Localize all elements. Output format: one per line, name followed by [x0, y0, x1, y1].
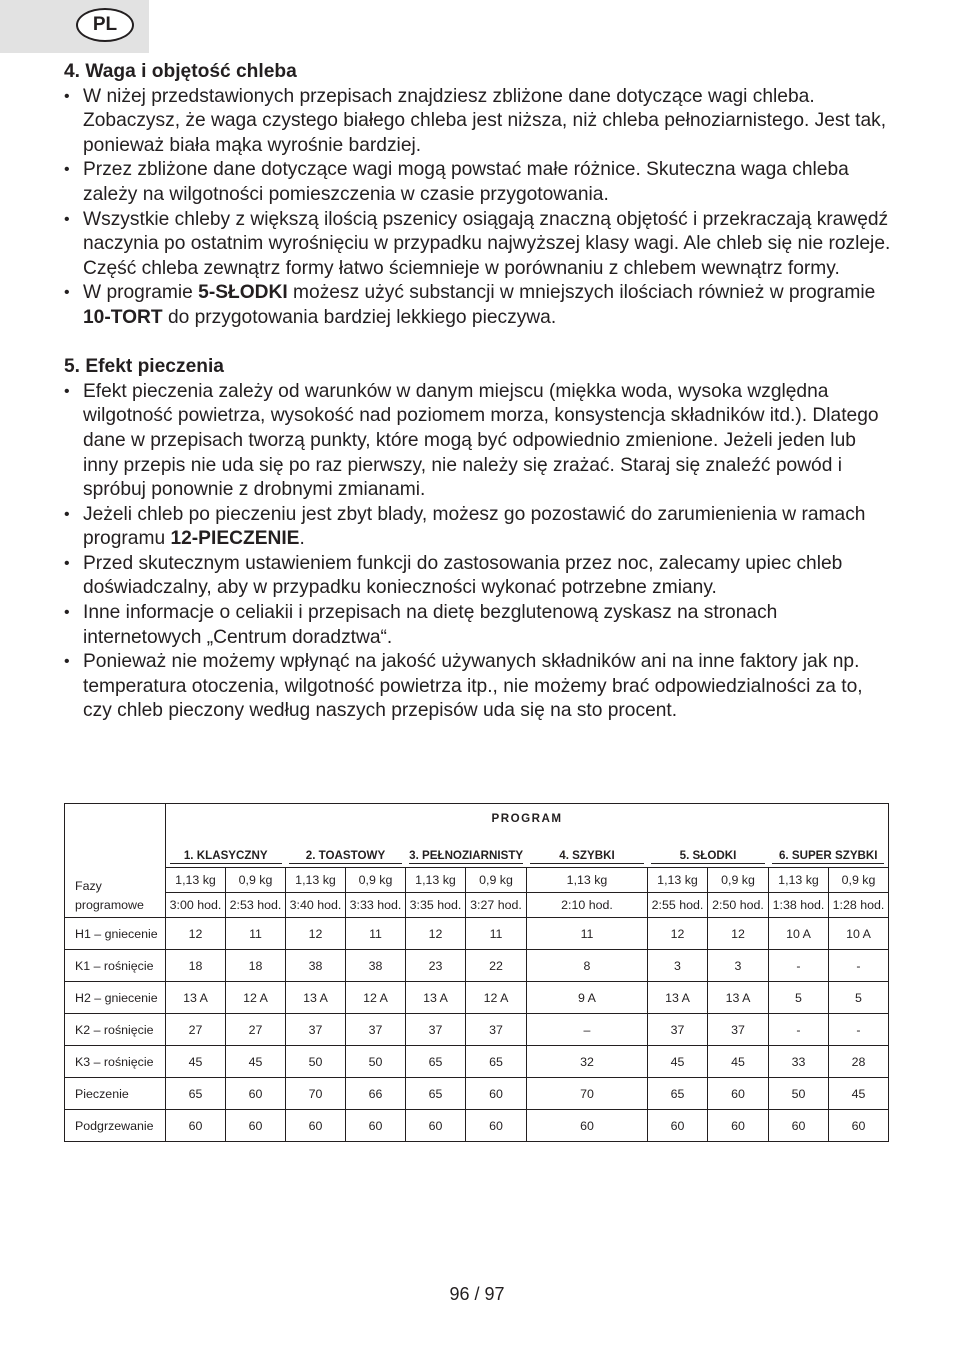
list-item	[64, 158, 894, 207]
value-cell: 5	[829, 982, 889, 1014]
program-name	[527, 833, 648, 868]
value-cell: 9 A	[527, 982, 648, 1014]
weight-cell: 1,13 kg	[286, 868, 346, 893]
value-cell: 10 A	[769, 918, 829, 950]
time-cell: 3:33 hod.	[346, 893, 406, 918]
weight-cell: 1,13 kg	[648, 868, 708, 893]
value-cell: 66	[346, 1078, 406, 1110]
value-cell: 12 A	[466, 982, 527, 1014]
time-cell: 1:28 hod.	[829, 893, 889, 918]
value-cell: 37	[648, 1014, 708, 1046]
program-name	[406, 833, 527, 868]
list-item	[64, 85, 894, 159]
program-name-label: 5. SŁODKI	[651, 849, 765, 864]
value-cell: 8	[527, 950, 648, 982]
value-cell: 45	[829, 1078, 889, 1110]
value-cell: 60	[466, 1110, 527, 1142]
value-cell: 10 A	[829, 918, 889, 950]
text-fragment: W programie	[83, 282, 199, 304]
value-cell: 60	[286, 1110, 346, 1142]
value-cell: 50	[346, 1046, 406, 1078]
list-item	[64, 601, 894, 650]
table-row	[65, 918, 889, 950]
program-name-label: 3. PEŁNOZIARNISTY	[409, 849, 524, 862]
page-content	[64, 60, 894, 724]
value-cell: 5	[769, 982, 829, 1014]
section-4-list	[64, 85, 894, 331]
text-fragment: W niżej przedstawionych przepisach znajdziesz zbliżone dane dotyczące wagi chleba. Zobaczysz, że waga czystego białego chleba jest niższa, niż chleba pełnoziarnistego. Jest tak, ponieważ biała mąka wyrośnie bardziej.	[83, 85, 887, 156]
time-cell: 3:40 hod.	[286, 893, 346, 918]
list-item	[64, 208, 894, 282]
value-cell: 65	[406, 1078, 466, 1110]
program-name-label: 6. SUPER SZYBKI	[772, 849, 884, 864]
time-cell: 2:10 hod.	[527, 893, 648, 918]
value-cell: 45	[226, 1046, 286, 1078]
value-cell: 37	[406, 1014, 466, 1046]
program-name-label: 1. KLASYCZNY	[170, 849, 282, 864]
weight-cell: 0,9 kg	[466, 868, 527, 893]
table-row	[65, 1110, 889, 1142]
value-cell: 60	[346, 1110, 406, 1142]
phase-name: H2 – gniecenie	[65, 982, 166, 1014]
value-cell: 11	[527, 918, 648, 950]
phase-name: K2 – rośnięcie	[65, 1014, 166, 1046]
time-cell: 1:38 hod.	[769, 893, 829, 918]
value-cell: 60	[406, 1110, 466, 1142]
text-fragment: Ponieważ nie możemy wpłynąć na jakość używanych składników ani na inne faktory jak np. temperatura otoczenia, wilgotność powietrza itp., nie możemy brać odpowiedzialności za to, czy chleb pieczony według naszych przepisów uda się na sto procent.	[83, 651, 863, 722]
weight-cell: 1,13 kg	[769, 868, 829, 893]
phase-header-cell	[65, 804, 166, 834]
value-cell: 27	[166, 1014, 226, 1046]
value-cell: 28	[829, 1046, 889, 1078]
program-name	[769, 833, 889, 868]
value-cell: 38	[286, 950, 346, 982]
value-cell: 18	[226, 950, 286, 982]
weight-cell: 1,13 kg	[406, 868, 466, 893]
program-name	[166, 833, 286, 868]
value-cell: 70	[527, 1078, 648, 1110]
text-fragment: Efekt pieczenia zależy od warunków w danym miejscu (miękka woda, wysoka względna wilgotność powietrza, wysokość nad poziomem morza, konsystencja składników itd.). Dlatego dane w przepisach tworzą punkty, które mogą być odpowiednio zmienione. Jeżeli jeden lub inny przepis nie uda się po raz pierwszy, nie należy się zrażać. Staraj się znaleźć powód i spróbuj ponownie z drobnymi zmianami.	[83, 380, 879, 501]
value-cell: 13 A	[166, 982, 226, 1014]
table-row	[65, 950, 889, 982]
program-table-wrap	[64, 803, 889, 1142]
value-cell: -	[829, 1014, 889, 1046]
bold-program-name: 5-SŁODKI	[198, 282, 288, 304]
value-cell: 13 A	[648, 982, 708, 1014]
section-5-title: 5. Efekt pieczenia	[64, 356, 224, 378]
value-cell: 70	[286, 1078, 346, 1110]
value-cell: 12 A	[226, 982, 286, 1014]
value-cell: –	[527, 1014, 648, 1046]
phase-header-cell	[65, 833, 166, 868]
value-cell: 60	[648, 1110, 708, 1142]
phase-name: K1 – rośnięcie	[65, 950, 166, 982]
value-cell: 27	[226, 1014, 286, 1046]
language-tab	[0, 0, 149, 53]
value-cell: 50	[769, 1078, 829, 1110]
phase-name: H1 – gniecenie	[65, 918, 166, 950]
value-cell: 18	[166, 950, 226, 982]
value-cell: 60	[226, 1110, 286, 1142]
text-fragment: Przez zbliżone dane dotyczące wagi mogą powstać małe różnice. Skuteczna waga chleba zależy na wilgotności pomieszczenia w czasie przygotowania.	[83, 159, 849, 205]
value-cell: 60	[166, 1110, 226, 1142]
value-cell: 13 A	[708, 982, 769, 1014]
text-fragment: Wszystkie chleby z większą ilością pszenicy osiągają znaczną objętość i przekraczają krawędź naczynia po ostatnim wyrośnięciu w przypadku najwyższej klasy wagi. Ale chleb się nie rozleje. Część chleba zewnątrz formy łatwo ściemnieje w porównaniu z chlebem wewnątrz formy.	[83, 208, 891, 279]
value-cell: 3	[648, 950, 708, 982]
time-cell: 3:00 hod.	[166, 893, 226, 918]
text-fragment: do przygotowania bardziej lekkiego pieczywa.	[162, 306, 557, 328]
phase-name: K3 – rośnięcie	[65, 1046, 166, 1078]
program-header: PROGRAM	[166, 804, 889, 834]
value-cell: 45	[648, 1046, 708, 1078]
weight-cell: 0,9 kg	[346, 868, 406, 893]
weight-cell: 0,9 kg	[829, 868, 889, 893]
value-cell: 12	[286, 918, 346, 950]
language-badge: PL	[76, 8, 134, 42]
weight-cell: 1,13 kg	[166, 868, 226, 893]
value-cell: -	[829, 950, 889, 982]
value-cell: -	[769, 950, 829, 982]
value-cell: 38	[346, 950, 406, 982]
page-number: 96 / 97	[449, 1284, 505, 1304]
value-cell: 45	[166, 1046, 226, 1078]
value-cell: 60	[829, 1110, 889, 1142]
value-cell: 12	[708, 918, 769, 950]
value-cell: 23	[406, 950, 466, 982]
bold-program-name: 12-PIECZENIE	[170, 528, 300, 550]
list-item	[64, 503, 894, 552]
text-fragment: .	[299, 528, 305, 550]
value-cell: 11	[346, 918, 406, 950]
value-cell: 65	[466, 1046, 527, 1078]
weight-cell: 0,9 kg	[226, 868, 286, 893]
value-cell: 11	[466, 918, 527, 950]
value-cell: 32	[527, 1046, 648, 1078]
list-item	[64, 650, 894, 724]
value-cell: 65	[166, 1078, 226, 1110]
value-cell: 12 A	[346, 982, 406, 1014]
value-cell: 13 A	[286, 982, 346, 1014]
bold-program-name: 10-TORT	[83, 306, 163, 328]
value-cell: 60	[466, 1078, 527, 1110]
section-4-title: 4. Waga i objętość chleba	[64, 61, 297, 82]
phase-name: Pieczenie	[65, 1078, 166, 1110]
value-cell: 45	[708, 1046, 769, 1078]
value-cell: 37	[286, 1014, 346, 1046]
program-name-label: 2. TOASTOWY	[289, 849, 402, 864]
time-cell: 3:27 hod.	[466, 893, 527, 918]
value-cell: 12	[406, 918, 466, 950]
text-fragment: możesz użyć substancji w mniejszych ilościach również w programie	[287, 282, 876, 304]
time-cell: 2:53 hod.	[226, 893, 286, 918]
text-fragment: Przed skutecznym ustawieniem funkcji do zastosowania przez noc, zalecamy upiec chleb doświadczalny, aby w przypadku konieczności wykonać potrzebne zmiany.	[83, 552, 843, 599]
list-item	[64, 552, 894, 601]
program-name	[286, 833, 406, 868]
program-name-label: 4. SZYBKI	[530, 849, 644, 864]
table-row	[65, 982, 889, 1014]
list-item	[64, 380, 894, 503]
text-fragment: Inne informacje o celiakii i przepisach na dietę bezglutenową zyskasz na stronach internetowych „Centrum doradztwa“.	[83, 602, 778, 648]
text-fragment: Jeżeli chleb po pieczeniu jest zbyt blady, możesz go pozostawić do zarumienienia w ramach programu	[83, 503, 866, 550]
table-row	[65, 1046, 889, 1078]
phase-header-line1: Fazy	[65, 868, 166, 893]
value-cell: 33	[769, 1046, 829, 1078]
value-cell: 37	[346, 1014, 406, 1046]
section-5-list	[64, 380, 894, 724]
value-cell: 60	[226, 1078, 286, 1110]
phase-header-line2: programowe	[65, 893, 166, 918]
value-cell: 12	[166, 918, 226, 950]
value-cell: 60	[708, 1110, 769, 1142]
table-row	[65, 1014, 889, 1046]
program-table	[64, 803, 889, 1142]
weight-cell: 1,13 kg	[527, 868, 648, 893]
list-item	[64, 281, 894, 330]
value-cell: -	[769, 1014, 829, 1046]
time-cell: 2:50 hod.	[708, 893, 769, 918]
table-row	[65, 1078, 889, 1110]
value-cell: 37	[708, 1014, 769, 1046]
weight-cell: 0,9 kg	[708, 868, 769, 893]
value-cell: 3	[708, 950, 769, 982]
value-cell: 50	[286, 1046, 346, 1078]
value-cell: 60	[769, 1110, 829, 1142]
phase-name: Podgrzewanie	[65, 1110, 166, 1142]
value-cell: 60	[527, 1110, 648, 1142]
value-cell: 65	[406, 1046, 466, 1078]
value-cell: 12	[648, 918, 708, 950]
value-cell: 65	[648, 1078, 708, 1110]
value-cell: 13 A	[406, 982, 466, 1014]
value-cell: 11	[226, 918, 286, 950]
value-cell: 60	[708, 1078, 769, 1110]
value-cell: 37	[466, 1014, 527, 1046]
time-cell: 2:55 hod.	[648, 893, 708, 918]
program-name	[648, 833, 769, 868]
value-cell: 22	[466, 950, 527, 982]
time-cell: 3:35 hod.	[406, 893, 466, 918]
